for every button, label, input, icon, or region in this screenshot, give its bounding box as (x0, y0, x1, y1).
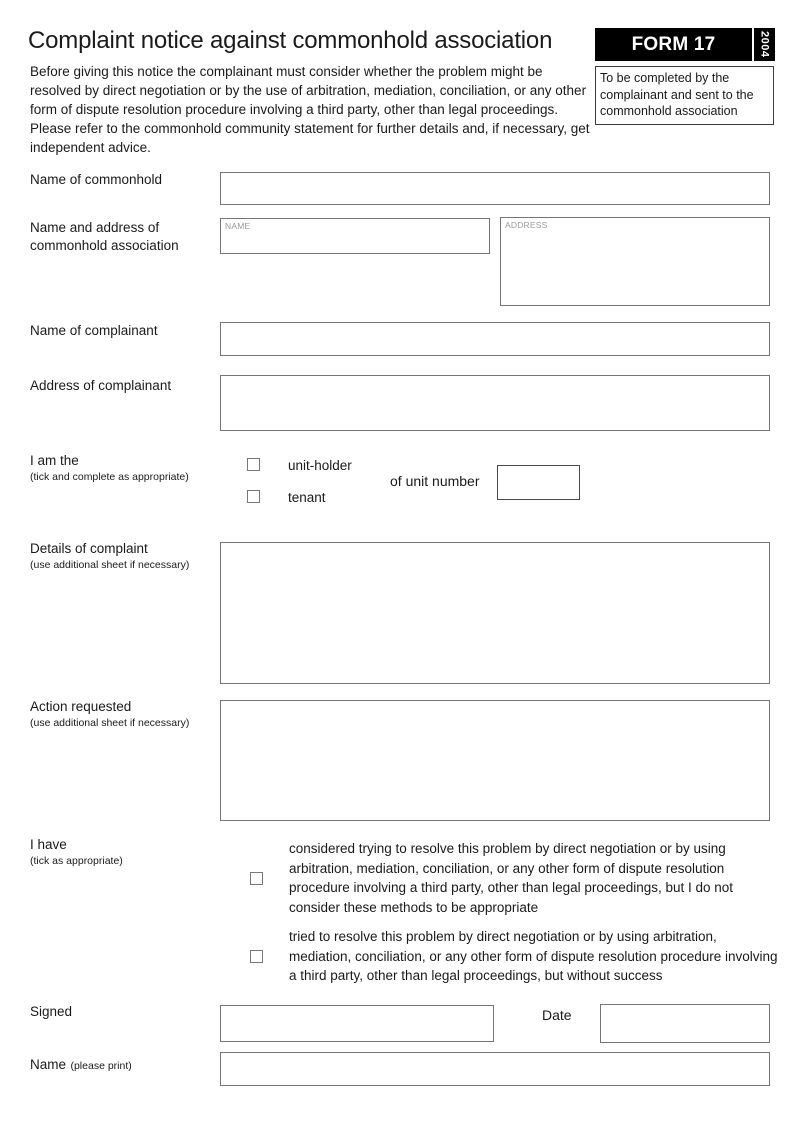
form-number-badge (595, 28, 775, 61)
action-label: Action requested (30, 699, 132, 714)
complainant-name-input[interactable] (220, 322, 770, 356)
form-number-label: FORM 17 (631, 33, 716, 55)
form-year-tab (754, 28, 775, 61)
name-print-label-group (30, 1056, 132, 1074)
role-sublabel: (tick and complete as appropriate) (30, 471, 189, 483)
action-input[interactable] (220, 700, 770, 821)
considered-methods-text: considered trying to resolve this problem by direct negotiation or by using arbitration, mediation, conciliation, or any other form of dispute resolution procedure involving a third party, other than legal proceedings, but I do not consider these methods to be appropriate (289, 841, 734, 915)
intro-paragraph: Before giving this notice the complainant must consider whether the problem might be resolved by direct negotiation or by the use of arbitration, mediation, conciliation, or any other form of dispute resolution procedure involving a third party, other than legal proceedings. Please refer to the commonhold community statement for further details and, if necessary, get independent advice. (30, 64, 590, 155)
role-label: I am the (30, 453, 79, 468)
resolution-sublabel: (tick as appropriate) (30, 855, 123, 867)
details-sublabel: (use additional sheet if necessary) (30, 559, 190, 571)
resolution-label: I have (30, 837, 67, 852)
completion-note: To be completed by the complainant and sent to the commonhold association (595, 66, 774, 125)
name-print-label: Name (30, 1057, 67, 1072)
unit-number-label: of unit number (390, 473, 480, 489)
commonhold-name-input[interactable] (220, 172, 770, 205)
association-name-input[interactable] (220, 218, 490, 254)
tried-methods-checkbox[interactable] (250, 950, 263, 963)
details-input[interactable] (220, 542, 770, 684)
association-address-input[interactable] (500, 217, 770, 306)
complainant-address-input[interactable] (220, 375, 770, 431)
signed-label: Signed (30, 1004, 73, 1019)
tried-methods-text: tried to resolve this problem by direct negotiation or by using arbitration, mediation, conciliation, or any other form of dispute resolution procedure involving a third party, other than legal proceedings, but without success (289, 929, 778, 983)
association-label: Name and address of commonhold association (30, 220, 179, 253)
role-label-group (30, 452, 189, 484)
tenant-label: tenant (288, 490, 326, 505)
unit-holder-checkbox[interactable] (247, 458, 260, 471)
details-label: Details of complaint (30, 541, 148, 556)
unit-holder-label: unit-holder (288, 458, 352, 473)
resolution-option-row (250, 839, 781, 917)
signed-input[interactable] (220, 1005, 494, 1042)
resolution-label-group (30, 836, 123, 868)
action-label-group (30, 698, 189, 730)
complainant-name-label: Name of complainant (30, 323, 158, 338)
name-print-sublabel: (please print) (70, 1060, 132, 1072)
tenant-checkbox[interactable] (247, 490, 260, 503)
name-print-input[interactable] (220, 1052, 770, 1086)
page-title: Complaint notice against commonhold association (28, 27, 553, 54)
resolution-option-row (250, 927, 781, 986)
action-sublabel: (use additional sheet if necessary) (30, 717, 190, 729)
details-label-group (30, 540, 189, 572)
form-year-label: 2004 (758, 31, 771, 58)
unit-number-input[interactable] (497, 465, 580, 500)
date-input[interactable] (600, 1004, 770, 1043)
date-label: Date (542, 1007, 572, 1023)
considered-methods-checkbox[interactable] (250, 872, 263, 885)
complainant-address-label: Address of complainant (30, 378, 172, 393)
commonhold-name-label: Name of commonhold (30, 172, 163, 187)
